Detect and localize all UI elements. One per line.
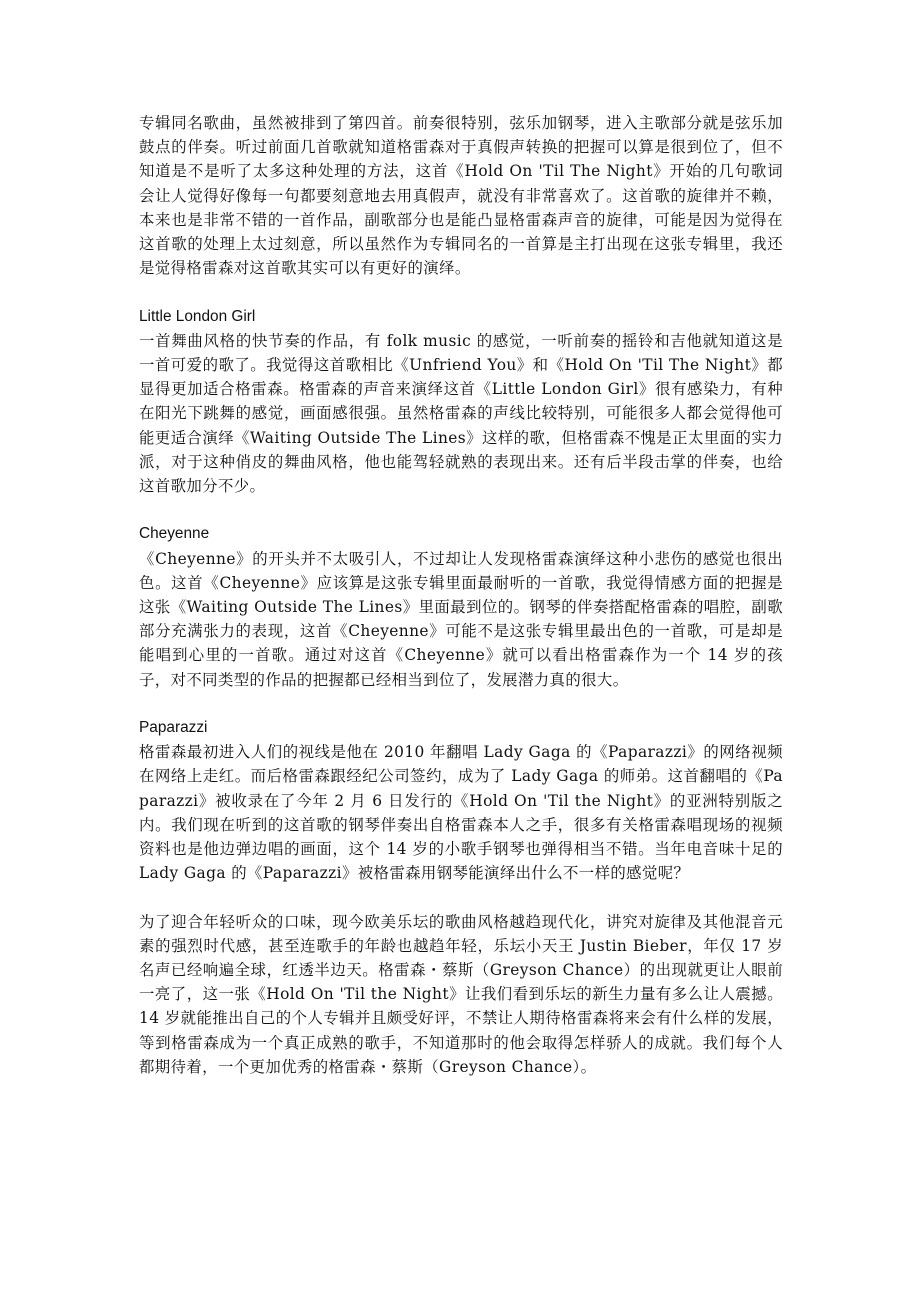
intro-paragraph: 专辑同名歌曲，虽然被排到了第四首。前奏很特别，弦乐加钢琴，进入主歌部分就是弦乐加鼓点的伴奏。听过前面几首歌就知道格雷森对于真假声转换的把握可以算是很到位了，但不知道是不是听了太多这种处理的方法，这首《Hold On 'Til The Night》开始的几句歌词会让人觉得好像每一句都要刻意地去用真假声，就没有非常喜欢了。这首歌的旋律并不赖，本来也是非常不错的一首作品，副歌部分也是能凸显格雷森声音的旋律，可能是因为觉得在这首歌的处理上太过刻意，所以虽然作为专辑同名的一首算是主打出现在这张专辑里，我还是觉得格雷森对这首歌其实可以有更好的演绎。 bbox=[139, 114, 783, 278]
paragraph-spacer bbox=[139, 885, 783, 909]
paragraph-spacer bbox=[139, 692, 783, 716]
section-body-little-london-girl: 一首舞曲风格的快节奏的作品，有 folk music 的感觉，一听前奏的摇铃和吉他就知道这是一首可爱的歌了。我觉得这首歌相比《Unfriend You》和《Hold On 'Til The Night》都显得更加适合格雷森。格雷森的声音来演绎这首《Little London Girl》很有感染力，有种在阳光下跳舞的感觉，画面感很强。虽然格雷森的声线比较特别，可能很多人都会觉得他可能更适合演绎《Waiting Outside The Lines》这样的歌，但格雷森不愧是正太里面的实力派，对于这种俏皮的舞曲风格，他也能驾轻就熟的表现出来。还有后半段击掌的伴奏，也给这首歌加分不少。 bbox=[139, 331, 783, 496]
article-body bbox=[139, 111, 783, 1079]
section-heading-cheyenne: Cheyenne bbox=[139, 525, 210, 543]
section-body-paparazzi: 格雷森最初进入人们的视线是他在 2010 年翻唱 Lady Gaga 的《Paparazzi》的网络视频在网络上走红。而后格雷森跟经纪公司签约，成为了 Lady Gaga 的师弟。这首翻唱的《Paparazzi》被收录在了今年 2 月 6 日发行的《Hold On 'Til the Night》的亚洲特别版之内。我们现在听到的这首歌的钢琴伴奏出自格雷森本人之手，很多有关格雷森唱现场的视频资料也是他边弹边唱的画面，这个 14 岁的小歌手钢琴也弹得相当不错。当年电音味十足的 Lady Gaga 的《Paparazzi》被格雷森用钢琴能演绎出什么不一样的感觉呢？ bbox=[139, 743, 783, 883]
section-heading-little-london-girl: Little London Girl bbox=[139, 307, 256, 325]
section-body-cheyenne: 《Cheyenne》的开头并不太吸引人，不过却让人发现格雷森演绎这种小悲伤的感觉也很出色。这首《Cheyenne》应该算是这张专辑里面最耐听的一首歌，我觉得情感方面的把握是这张《Waiting Outside The Lines》里面最到位的。钢琴的伴奏搭配格雷森的唱腔，副歌部分充满张力的表现，这首《Cheyenne》可能不是这张专辑里最出色的一首歌，可是却是能唱到心里的一首歌。通过对这首《Cheyenne》就可以看出格雷森作为一个 14 岁的孩子，对不同类型的作品的把握都已经相当到位了，发展潜力真的很大。 bbox=[139, 549, 783, 689]
section-heading-paparazzi: Paparazzi bbox=[139, 719, 208, 737]
paragraph-spacer bbox=[139, 498, 783, 522]
paragraph-spacer bbox=[139, 280, 783, 304]
closing-paragraph: 为了迎合年轻听众的口味，现今欧美乐坛的歌曲风格越趋现代化，讲究对旋律及其他混音元素的强烈时代感，甚至连歌手的年龄也越趋年轻，乐坛小天王 Justin Bieber，年仅 17 岁名声已经响遍全球，红透半边天。格雷森・蔡斯（Greyson Chance）的出现就更让人眼前一亮了，这一张《Hold On 'Til the Night》让我们看到乐坛的新生力量有多么让人震撼。14 岁就能推出自己的个人专辑并且颇受好评，不禁让人期待格雷森将来会有什么样的发展，等到格雷森成为一个真正成熟的歌手，不知道那时的他会取得怎样骄人的成就。我们每个人都期待着，一个更加优秀的格雷森・蔡斯（Greyson Chance）。 bbox=[139, 912, 783, 1076]
